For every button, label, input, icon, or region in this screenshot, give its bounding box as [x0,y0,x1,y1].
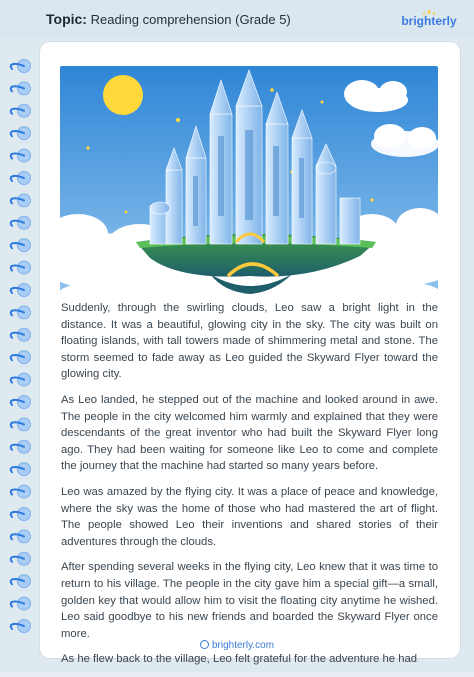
binding-hole [18,373,31,386]
binding-wire [11,579,24,584]
binding-hole [18,597,31,610]
binding-hole [18,418,31,431]
binding-wire [11,153,24,158]
footer-link[interactable]: brighterly.com [211,640,275,651]
binding-wire [11,176,24,181]
topic-value: Reading comprehension (Grade 5) [90,12,291,27]
binding-hole [18,328,31,341]
story-paragraph: As he flew back to the village, Leo felt grateful for the adventure he had [61,653,418,666]
binding-hole [18,284,31,297]
binding-hole [18,485,31,498]
binding-hole [18,552,31,565]
binding-hole [18,440,31,453]
binding-hole [18,216,31,229]
binding-wire [11,265,24,270]
sun-icon [103,75,143,115]
binding-wire [11,243,24,248]
topic-label: Topic: [46,11,87,27]
binding-wire [11,333,24,338]
binding-hole [18,60,31,73]
story-paragraph: After spending several weeks in the flying city, Leo knew that it was time to return to his village. The people in the city gave him a special gift—a small, golden key that would allow him to visit the floating city anytime he wished. Leo said goodbye to his new friends and boarded the Skyward Flyer once more. [61,561,438,640]
binding-hole [18,149,31,162]
binding-hole [18,351,31,364]
header-bar [0,0,474,38]
binding-wire [11,221,24,226]
binding-hole [18,530,31,543]
binding-hole [18,261,31,274]
binding-hole [18,104,31,117]
binding-wire [11,355,24,360]
binding-wire [11,64,24,69]
binding-wire [11,109,24,114]
binding-wire [11,624,24,629]
binding-wire [11,377,24,382]
binding-hole [18,463,31,476]
binding-wire [11,288,24,293]
binding-hole [18,620,31,633]
binding-wire [11,467,24,472]
story-text [61,300,438,677]
logo-text: brighterly [401,14,457,28]
brighterly-logo [400,8,458,30]
topic-heading [46,11,291,27]
binding-wire [11,310,24,315]
binding-wire [11,445,24,450]
binding-wire [11,400,24,405]
story-paragraph: Suddenly, through the swirling clouds, Leo saw a bright light in the distance. It was a beautiful, glowing city in the sky. The city was built on floating islands, with tall towers made of shimmering metal and stone. The storm seemed to fade away as Leo guided the Skyward Flyer toward the glowing city. [61,302,438,381]
binding-hole [18,239,31,252]
floating-city-illustration [60,66,438,294]
binding-wire [11,512,24,517]
binding-wire [11,198,24,203]
binding-wire [11,131,24,136]
binding-hole [18,172,31,185]
binding-wire [11,557,24,562]
story-paragraph: As Leo landed, he stepped out of the machine and looked around in awe. The people in the city welcomed him warmly and explained that they were descendants of the great inventor who had built the Skyward Flyer long ago. They had been waiting for someone like Leo to come and complete the journey that the machine had started so many years before. [61,393,438,473]
binding-wire [11,489,24,494]
binding-hole [18,82,31,95]
binding-hole [18,194,31,207]
binding-hole [18,306,31,319]
binding-wire [11,601,24,606]
footer [0,640,474,651]
binding-hole [18,396,31,409]
story-paragraph: Leo was amazed by the flying city. It was a place of peace and knowledge, where the sky was the home of those who had mastered the art of flight. The people showed Leo their inventions and shared stories of their adventures through the clouds. [61,485,438,548]
binding-hole [18,575,31,588]
binding-wire [11,422,24,427]
binding-hole [18,508,31,521]
binding-wire [11,86,24,91]
binding-wire [11,534,24,539]
binding-hole [18,127,31,140]
globe-icon [200,640,209,649]
